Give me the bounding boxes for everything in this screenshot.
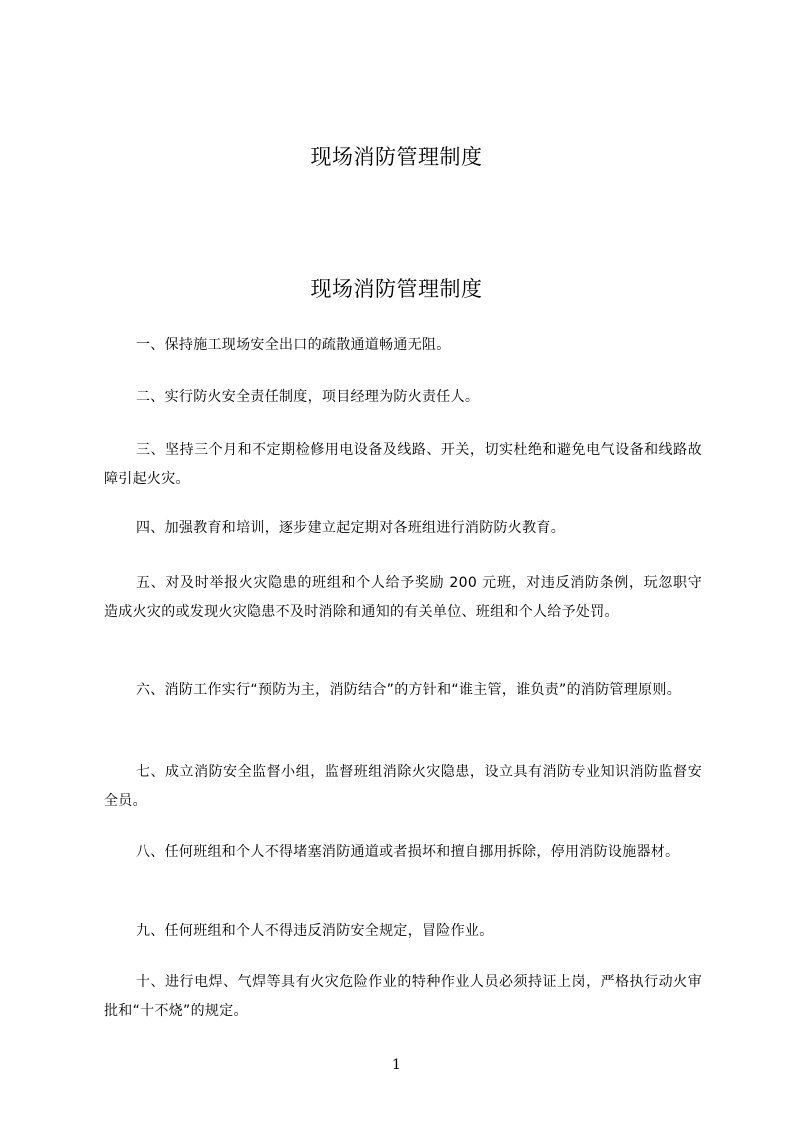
paragraph-8: 八、任何班组和个人不得堵塞消防通道或者损坏和擅自挪用拆除，停用消防设施器材。 <box>136 844 680 860</box>
paragraph-2: 二、实行防火安全责任制度，项目经理为防火责任人。 <box>136 389 480 405</box>
paragraph-7: 七、成立消防安全监督小组，监督班组消除火灾隐患，设立具有消防专业知识消防监督安全员。 <box>104 764 702 809</box>
cover-title: 现场消防管理制度 <box>310 145 483 169</box>
paragraph-10: 十、进行电焊、气焊等具有火灾危险作业的特种作业人员必须持证上岗，严格执行动火审批和“十不烧”的规定。 <box>104 974 702 1019</box>
paragraph-9: 九、任何班组和个人不得违反消防安全规定，冒险作业。 <box>136 923 494 939</box>
paragraph-5: 五、对及时举报火灾隐患的班组和个人给予奖励 200 元班，对违反消防条例，玩忽职守造成火灾的或发现火灾隐患不及时消除和通知的有关单位、班组和个人给予处罚。 <box>104 575 702 620</box>
paragraph-6: 六、消防工作实行“预防为主，消防结合”的方针和“谁主管，谁负责”的消防管理原则。 <box>136 682 682 698</box>
paragraph-4: 四、加强教育和培训，逐步建立起定期对各班组进行消防防火教育。 <box>136 520 565 536</box>
paragraph-1: 一、保持施工现场安全出口的疏散通道畅通无阻。 <box>136 337 451 353</box>
paragraph-3: 三、坚持三个月和不定期检修用电设备及线路、开关，切实杜绝和避免电气设备和线路故障引起火灾。 <box>104 442 702 487</box>
page-number: 1 <box>392 1057 401 1073</box>
body-title: 现场消防管理制度 <box>310 277 483 301</box>
